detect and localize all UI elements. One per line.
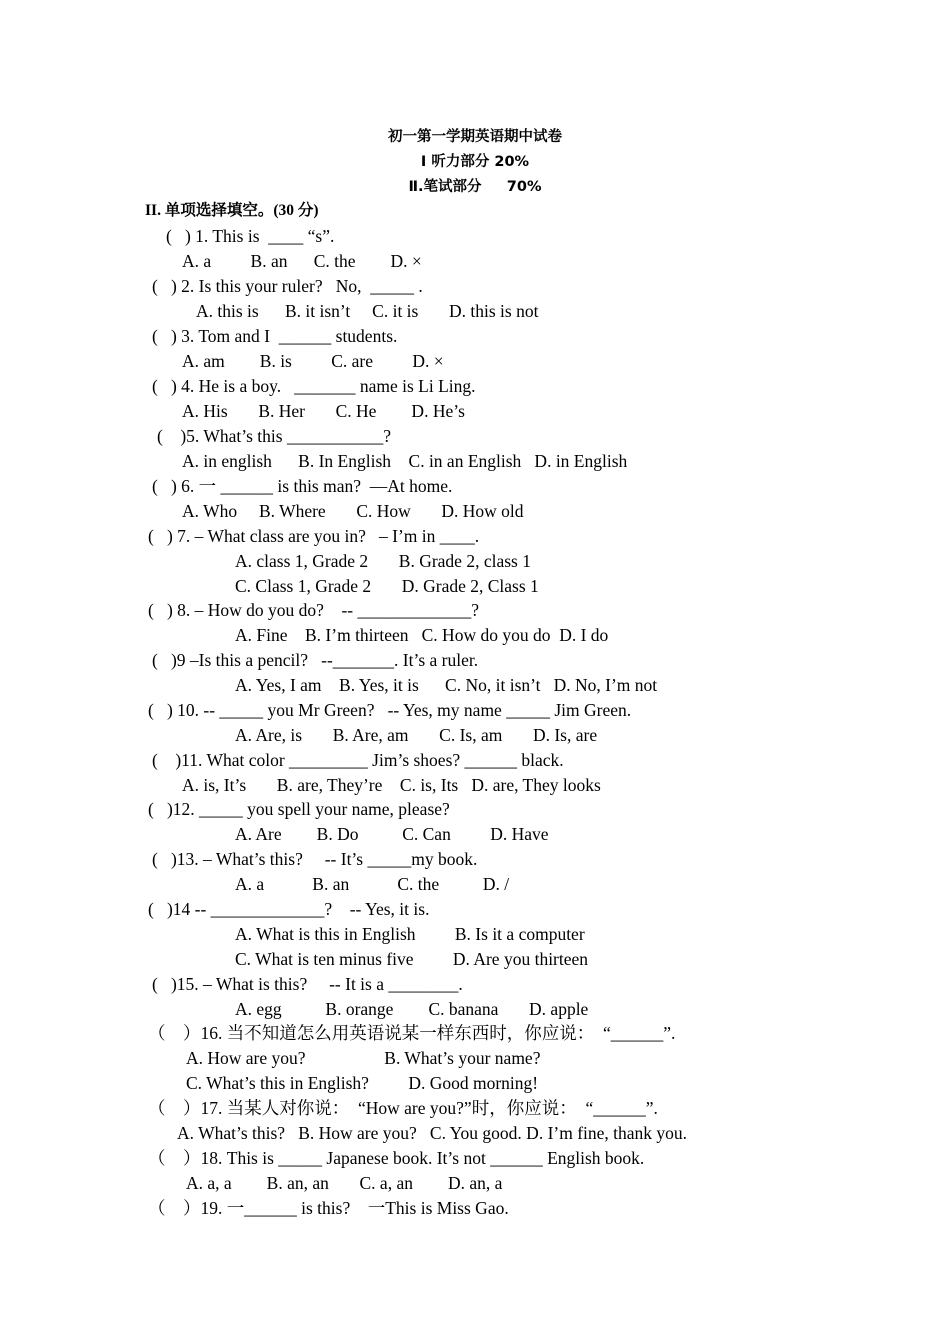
question-stem: ( ) 7. – What class are you in? – I’m in ____. <box>148 526 480 546</box>
question-options: A. Fine B. I’m thirteen C. How do you do D. I do <box>235 625 609 645</box>
question-stem: ( ) 10. -- _____ you Mr Green? -- Yes, my name _____ Jim Green. <box>148 700 632 720</box>
question-stem: ( ) 6. 一 ______ is this man? —At home. <box>152 476 453 496</box>
listening-part-heading: Ⅰ 听力部分 20% <box>420 154 530 170</box>
question-stem: （ ）17. 当某人对你说： “How are you?”时，你应说： “______”. <box>148 1098 658 1118</box>
question-stem: ( ) 8. – How do you do? -- _____________? <box>148 600 479 620</box>
question-stem: ( ) 4. He is a boy. _______ name is Li Ling. <box>152 376 476 396</box>
question-stem: ( ) 2. Is this your ruler? No, _____ . <box>152 276 423 296</box>
question-options: A. What’s this? B. How are you? C. You good. D. I’m fine, thank you. <box>177 1123 688 1143</box>
question-stem: ( )13. – What’s this? -- It’s _____my book. <box>152 849 478 869</box>
question-options: A. Are B. Do C. Can D. Have <box>235 824 549 844</box>
question-options: A. a, a B. an, an C. a, an D. an, a <box>186 1173 503 1193</box>
question-options: A. this is B. it isn’t C. it is D. this is not <box>196 301 539 321</box>
question-options: A. in english B. In English C. in an English D. in English <box>182 451 628 471</box>
question-options: C. What’s this in English? D. Good morning! <box>186 1073 539 1093</box>
question-stem: ( ) 1. This is ____ “s”. <box>166 226 335 246</box>
written-part-heading: Ⅱ.笔试部分 70% <box>408 179 542 195</box>
question-options: A. class 1, Grade 2 B. Grade 2, class 1 <box>235 551 531 571</box>
question-stem: ( )15. – What is this? -- It is a ________. <box>152 974 463 994</box>
question-stem: ( )12. _____ you spell your name, please? <box>148 799 450 819</box>
question-options: A. egg B. orange C. banana D. apple <box>235 999 589 1019</box>
question-options: A. Who B. Where C. How D. How old <box>182 501 524 521</box>
question-options: A. His B. Her C. He D. He’s <box>182 401 465 421</box>
question-options: A. is, It’s B. are, They’re C. is, Its D. are, They looks <box>182 775 601 795</box>
question-stem: ( )14 -- _____________? -- Yes, it is. <box>148 899 430 919</box>
section-heading: II. 单项选择填空。(30 分) <box>145 202 319 219</box>
question-options: A. a B. an C. the D. × <box>182 251 422 271</box>
question-stem: ( )11. What color _________ Jim’s shoes? ______ black. <box>152 750 564 770</box>
question-options: A. am B. is C. are D. × <box>182 351 444 371</box>
question-options: A. What is this in English B. Is it a computer <box>235 924 585 944</box>
question-options: A. a B. an C. the D. / <box>235 874 510 894</box>
exam-title: 初一第一学期英语期中试卷 <box>388 129 562 145</box>
question-stem: ( )9 –Is this a pencil? --_______. It’s a ruler. <box>152 650 479 670</box>
question-options: C. Class 1, Grade 2 D. Grade 2, Class 1 <box>235 576 539 596</box>
question-options: A. Are, is B. Are, am C. Is, am D. Is, are <box>235 725 598 745</box>
question-stem: ( )5. What’s this ___________? <box>157 426 391 446</box>
question-stem: （ ）19. 一______ is this? 一This is Miss Gao. <box>148 1198 509 1218</box>
question-stem: （ ）18. This is _____ Japanese book. It’s not ______ English book. <box>148 1148 645 1168</box>
question-stem: （ ）16. 当不知道怎么用英语说某一样东西时，你应说： “______”. <box>148 1023 676 1043</box>
question-options: C. What is ten minus five D. Are you thirteen <box>235 949 589 969</box>
question-stem: ( ) 3. Tom and I ______ students. <box>152 326 398 346</box>
question-options: A. How are you? B. What’s your name? <box>186 1048 541 1068</box>
question-options: A. Yes, I am B. Yes, it is C. No, it isn’t D. No, I’m not <box>235 675 658 695</box>
